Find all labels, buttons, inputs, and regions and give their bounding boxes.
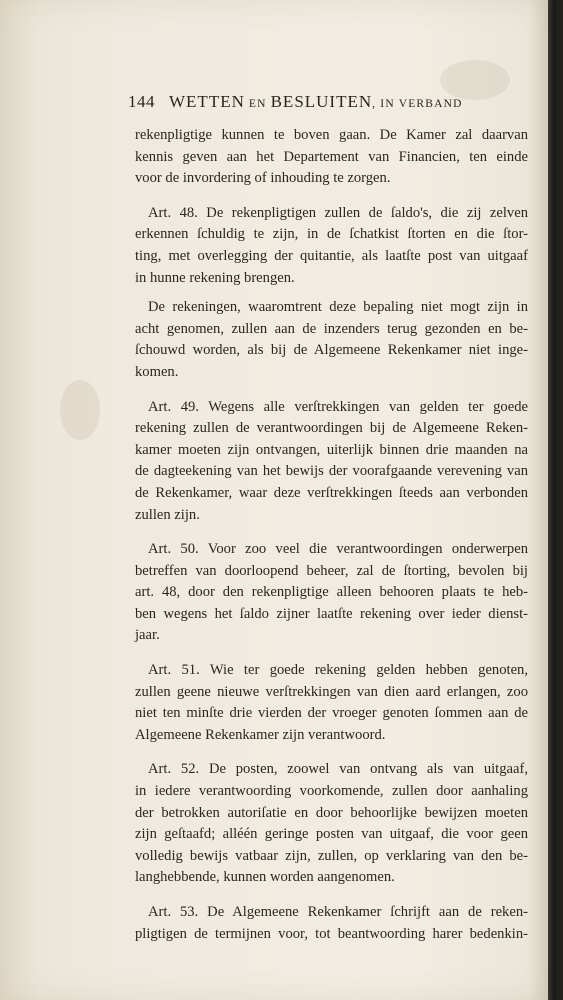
text-line: komen. xyxy=(135,363,179,380)
text-line: kennis geven aan het Departement van Financien, ten einde xyxy=(135,148,528,165)
article-53 xyxy=(135,902,528,945)
text-line: rekenpligtige kunnen te boven gaan. De Kamer zal daarvan xyxy=(135,127,528,143)
article-52 xyxy=(135,759,528,889)
text-line: betreffen van doorloopend beheer, zal de ſtorting, bevolen bij xyxy=(135,562,528,579)
text-line: volledig bewijs vatbaar zijn, zullen, op verklaring van den be- xyxy=(135,847,528,864)
text-line: zijn geſtaafd; alléén geringe posten van uitgaaf, die voor geen xyxy=(135,826,528,843)
text-line: voor de invordering of inhouding te zorgen. xyxy=(135,170,391,187)
text-line: in hunne rekening brengen. xyxy=(135,269,295,286)
article-49 xyxy=(135,397,528,527)
body-text xyxy=(135,125,528,945)
paragraph-continuation xyxy=(135,125,528,190)
text-line: kamer moeten zijn ontvangen, uiterlijk binnen drie maanden na xyxy=(135,441,528,458)
text-line: acht genomen, zullen aan de inzenders terug gezonden en be- xyxy=(135,320,528,337)
text-line: Art. 52. De posten, zoowel van ontvang als van uitgaaf, xyxy=(148,761,528,778)
text-line: art. 48, door den rekenpligtige alleen behooren plaats te heb- xyxy=(135,584,528,601)
header-title-besluiten: BESLUITEN xyxy=(270,92,373,111)
text-line: ſchouwd worden, als bij de Algemeene Rekenkamer niet inge- xyxy=(135,342,528,359)
text-line: langhebbende, kunnen worden aangenomen. xyxy=(135,869,395,886)
running-header xyxy=(128,92,528,116)
text-line: erkennen ſchuldig te zijn, in de ſchatkist ſtorten en die ſtor- xyxy=(135,226,528,243)
text-line: der betrokken autoriſatie en door behoorlijke bewijzen moeten xyxy=(135,804,528,821)
text-line: zullen zijn. xyxy=(135,506,200,523)
header-title-en: EN xyxy=(248,98,267,110)
text-line: De rekeningen, waaromtrent deze bepaling niet mogt zijn in xyxy=(148,299,528,316)
text-line: Algemeene Rekenkamer zijn verantwoord. xyxy=(135,726,386,743)
article-51 xyxy=(135,660,528,746)
text-line: niet ten minſte drie vierden der vroeger genoten ſommen aan de xyxy=(135,705,528,722)
article-48 xyxy=(135,203,528,289)
text-line: Art. 48. De rekenpligtigen zullen de ſaldo's, die zij zelven xyxy=(148,204,528,221)
header-title-tail: , IN VERBAND xyxy=(372,98,463,110)
text-line: ben wegens het ſaldo zijner laatſte rekening over ieder dienst- xyxy=(135,605,528,622)
text-line: Art. 51. Wie ter goede rekening gelden hebben genoten, xyxy=(148,662,528,679)
header-title-wetten: WETTEN xyxy=(169,92,245,111)
text-line: de Rekenkamer, waar deze verſtrekkingen ſteeds aan verbonden xyxy=(135,484,528,501)
text-line: Art. 53. De Algemeene Rekenkamer ſchrijft aan de reken- xyxy=(148,904,528,920)
text-line: ting, met overlegging der quitantie, als laatſte post van uitgaaf xyxy=(135,247,528,264)
page-number: 144 xyxy=(128,92,155,111)
text-line: rekening zullen de verantwoordingen bij de Algemeene Reken- xyxy=(135,420,528,437)
paper-stain xyxy=(60,380,100,440)
article-48-paragraph-2 xyxy=(135,297,528,383)
text-line: Art. 50. Voor zoo veel die verantwoordingen onderwerpen xyxy=(148,541,528,558)
text-line: de dagteekening van het bewijs der voorafgaande verevening van xyxy=(135,463,528,480)
text-line: pligtigen de termijnen voor, tot beantwoording harer bedenkin- xyxy=(135,925,528,942)
article-50 xyxy=(135,539,528,647)
book-binding-edge xyxy=(548,0,563,1000)
text-line: zullen geene nieuwe verſtrekkingen van dien aard erlangen, zoo xyxy=(135,683,528,700)
text-line: Art. 49. Wegens alle verſtrekkingen van gelden ter goede xyxy=(148,398,528,415)
text-line: in iedere verantwoording voorkomende, zullen door aanhaling xyxy=(135,783,528,800)
text-line: jaar. xyxy=(135,627,160,644)
